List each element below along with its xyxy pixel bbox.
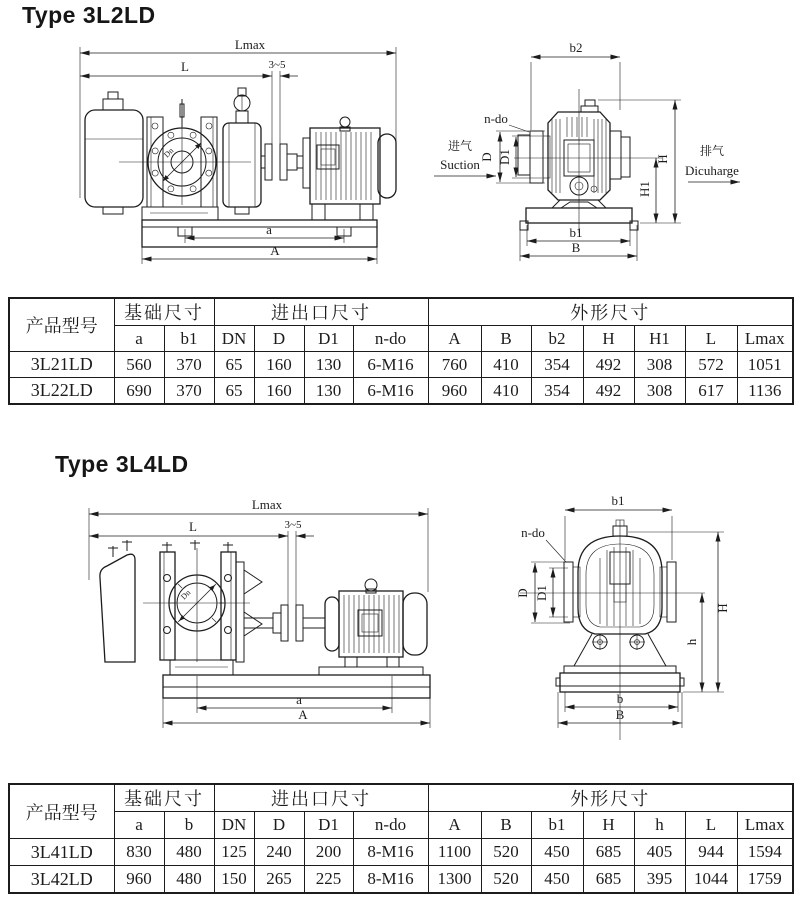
dim-label-B: B — [615, 707, 625, 722]
discharge-label-en: Dicuharge — [685, 163, 739, 178]
table-cell-value: 572 — [685, 352, 737, 378]
table-cell-value: 130 — [304, 352, 353, 378]
dim-label-H: H — [655, 154, 670, 164]
table-header-col: Lmax — [737, 812, 793, 839]
table-row — [9, 784, 793, 812]
table-cell-value: 8-M16 — [353, 866, 428, 894]
drawing-3l4ld-side-view — [55, 490, 455, 780]
table-cell-value: 354 — [531, 352, 583, 378]
table-header-col: DN — [214, 812, 254, 839]
dim-label-H1: H1 — [637, 181, 652, 197]
table-cell-model: 3L41LD — [9, 839, 114, 866]
discharge-silencer — [223, 88, 261, 214]
coupling — [244, 605, 325, 641]
table-header-col: A — [428, 326, 481, 352]
table-cell-value: 65 — [214, 352, 254, 378]
dimension-lines — [80, 37, 396, 264]
table-header-col: Lmax — [737, 326, 793, 352]
table-cell-value: 308 — [634, 352, 685, 378]
table-header-col: h — [634, 812, 685, 839]
dimension-lines — [479, 40, 681, 261]
drawing-3l2ld-end-view — [410, 35, 800, 290]
dim-label-A: A — [298, 707, 308, 722]
table-cell-model: 3L22LD — [9, 378, 114, 405]
table-header-col: a — [114, 812, 164, 839]
gearbox — [100, 540, 135, 662]
dim-label-A: A — [270, 243, 280, 258]
table-cell-value: 830 — [114, 839, 164, 866]
dim-label-l: L — [189, 519, 197, 534]
table-header-col: B — [481, 326, 531, 352]
table-header-col: D — [254, 326, 304, 352]
dim-label-D: D — [479, 152, 494, 162]
table-cell-value: 410 — [481, 352, 531, 378]
blower-body — [119, 99, 251, 220]
table-cell-value: 617 — [685, 378, 737, 405]
table-cell-value: 410 — [481, 378, 531, 405]
table-cell-value: 685 — [583, 839, 634, 866]
drawing-3l4ld-end-view — [500, 490, 800, 780]
table-header-group: 进出口尺寸 — [214, 784, 428, 812]
table-row — [9, 866, 793, 894]
dim-label-dn: Dn — [162, 146, 176, 160]
table-cell-value: 370 — [164, 352, 214, 378]
table-cell-value: 960 — [428, 378, 481, 405]
dim-label-H: H — [715, 603, 730, 613]
discharge-flange — [610, 131, 621, 179]
section-title-3l4ld: Type 3L4LD — [55, 451, 189, 477]
table-cell-value: 1594 — [737, 839, 793, 866]
table-cell-value: 760 — [428, 352, 481, 378]
table-cell-value: 960 — [114, 866, 164, 894]
table-cell-value: 225 — [304, 866, 353, 894]
suction-label-cn: 进气 — [447, 139, 473, 153]
dim-label-gap: 3~5 — [268, 59, 286, 71]
left-flange — [564, 562, 573, 622]
dim-label-lmax: Lmax — [234, 37, 266, 52]
table-header-group: 外形尺寸 — [428, 784, 793, 812]
table-cell-value: 560 — [114, 352, 164, 378]
table-header-col: D1 — [304, 326, 353, 352]
dimension-lines — [515, 493, 730, 728]
table-cell-value: 520 — [481, 866, 531, 894]
table-header-col: D1 — [304, 812, 353, 839]
gearbox — [85, 92, 143, 214]
table-cell-value: 480 — [164, 839, 214, 866]
dim-label-a: a — [266, 222, 272, 237]
table-cell-value: 1136 — [737, 378, 793, 405]
dim-label-ndo: n-do — [484, 111, 508, 126]
dimension-table-3l4ld — [8, 783, 794, 894]
top-plug — [585, 100, 595, 106]
table-cell-value: 450 — [531, 839, 583, 866]
table-header-col: L — [685, 812, 737, 839]
dim-label-b1: b1 — [611, 493, 625, 508]
table-header-model: 产品型号 — [9, 298, 114, 352]
table-row — [9, 378, 793, 405]
table-cell-value: 944 — [685, 839, 737, 866]
table-header-col: b1 — [531, 812, 583, 839]
motor-eyebolt — [340, 117, 350, 127]
dim-label-D1: D1 — [497, 149, 512, 165]
table-header-col: H — [583, 326, 634, 352]
table-header-col: L — [685, 326, 737, 352]
table-cell-value: 450 — [531, 866, 583, 894]
table-cell-value: 240 — [254, 839, 304, 866]
table-header-group: 外形尺寸 — [428, 298, 793, 326]
section-title-3l2ld: Type 3L2LD — [22, 2, 156, 28]
table-cell-value: 1044 — [685, 866, 737, 894]
dim-label-l: L — [181, 59, 189, 74]
table-header-group: 基础尺寸 — [114, 298, 214, 326]
drawing-3l2ld-side-view — [55, 35, 400, 290]
table-cell-value: 125 — [214, 839, 254, 866]
table-header-col: n-do — [353, 812, 428, 839]
suction-flange — [518, 135, 530, 175]
table-header-col: n-do — [353, 326, 428, 352]
table-cell-value: 370 — [164, 378, 214, 405]
motor — [303, 117, 396, 220]
right-flange — [667, 562, 676, 622]
table-row — [9, 298, 793, 326]
table-cell-value: 6-M16 — [353, 352, 428, 378]
dim-label-lmax: Lmax — [251, 497, 283, 512]
table-cell-model: 3L21LD — [9, 352, 114, 378]
dim-label-b: b — [616, 691, 624, 706]
table-cell-value: 492 — [583, 378, 634, 405]
dim-label-b1: b1 — [569, 225, 583, 240]
dim-label-ndo: n-do — [521, 525, 545, 540]
dimension-table-3l2ld — [8, 297, 794, 405]
table-header-col: D — [254, 812, 304, 839]
motor — [319, 579, 427, 675]
motor-fan-cowl — [378, 134, 396, 198]
table-header-col: a — [114, 326, 164, 352]
table-cell-value: 160 — [254, 378, 304, 405]
table-cell-value: 685 — [583, 866, 634, 894]
table-cell-value: 1051 — [737, 352, 793, 378]
table-row — [9, 352, 793, 378]
table-cell-value: 405 — [634, 839, 685, 866]
dim-label-b2: b2 — [569, 40, 583, 55]
table-header-col: H — [583, 812, 634, 839]
table-header-col: B — [481, 812, 531, 839]
table-cell-value: 492 — [583, 352, 634, 378]
table-cell-value: 6-M16 — [353, 378, 428, 405]
table-cell-value: 8-M16 — [353, 839, 428, 866]
table-header-col: H1 — [634, 326, 685, 352]
table-cell-value: 354 — [531, 378, 583, 405]
suction-label-en: Suction — [440, 157, 480, 172]
dim-label-h: h — [684, 638, 699, 646]
table-header-group: 进出口尺寸 — [214, 298, 428, 326]
table-cell-value: 150 — [214, 866, 254, 894]
baseplate — [142, 220, 377, 247]
table-header-group: 基础尺寸 — [114, 784, 214, 812]
table-cell-value: 130 — [304, 378, 353, 405]
table-cell-value: 65 — [214, 378, 254, 405]
coupling — [261, 144, 303, 180]
table-header-col: b — [164, 812, 214, 839]
dim-label-B: B — [571, 240, 581, 255]
table-header-col: DN — [214, 326, 254, 352]
table-row — [9, 812, 793, 839]
table-cell-value: 200 — [304, 839, 353, 866]
dim-label-gap: 3~5 — [284, 519, 302, 531]
table-cell-value: 265 — [254, 866, 304, 894]
table-cell-model: 3L42LD — [9, 866, 114, 894]
dim-label-dn: Dn — [179, 588, 193, 602]
table-header-col: b1 — [164, 326, 214, 352]
table-cell-value: 1100 — [428, 839, 481, 866]
table-row — [9, 326, 793, 352]
discharge-label-cn: 排气 — [699, 144, 725, 158]
table-cell-value: 308 — [634, 378, 685, 405]
motor-fan-cowl — [403, 593, 427, 655]
table-cell-value: 395 — [634, 866, 685, 894]
table-header-col: b2 — [531, 326, 583, 352]
table-cell-value: 1759 — [737, 866, 793, 894]
table-cell-value: 690 — [114, 378, 164, 405]
table-row — [9, 839, 793, 866]
table-cell-value: 1300 — [428, 866, 481, 894]
table-header-col: A — [428, 812, 481, 839]
table-header-model: 产品型号 — [9, 784, 114, 839]
blower-casing — [514, 89, 662, 233]
table-cell-value: 160 — [254, 352, 304, 378]
dim-label-D: D — [515, 588, 530, 598]
dim-label-D1: D1 — [534, 585, 549, 601]
table-cell-value: 520 — [481, 839, 531, 866]
table-cell-value: 480 — [164, 866, 214, 894]
blower-body — [143, 540, 262, 675]
dim-label-a: a — [296, 692, 302, 707]
